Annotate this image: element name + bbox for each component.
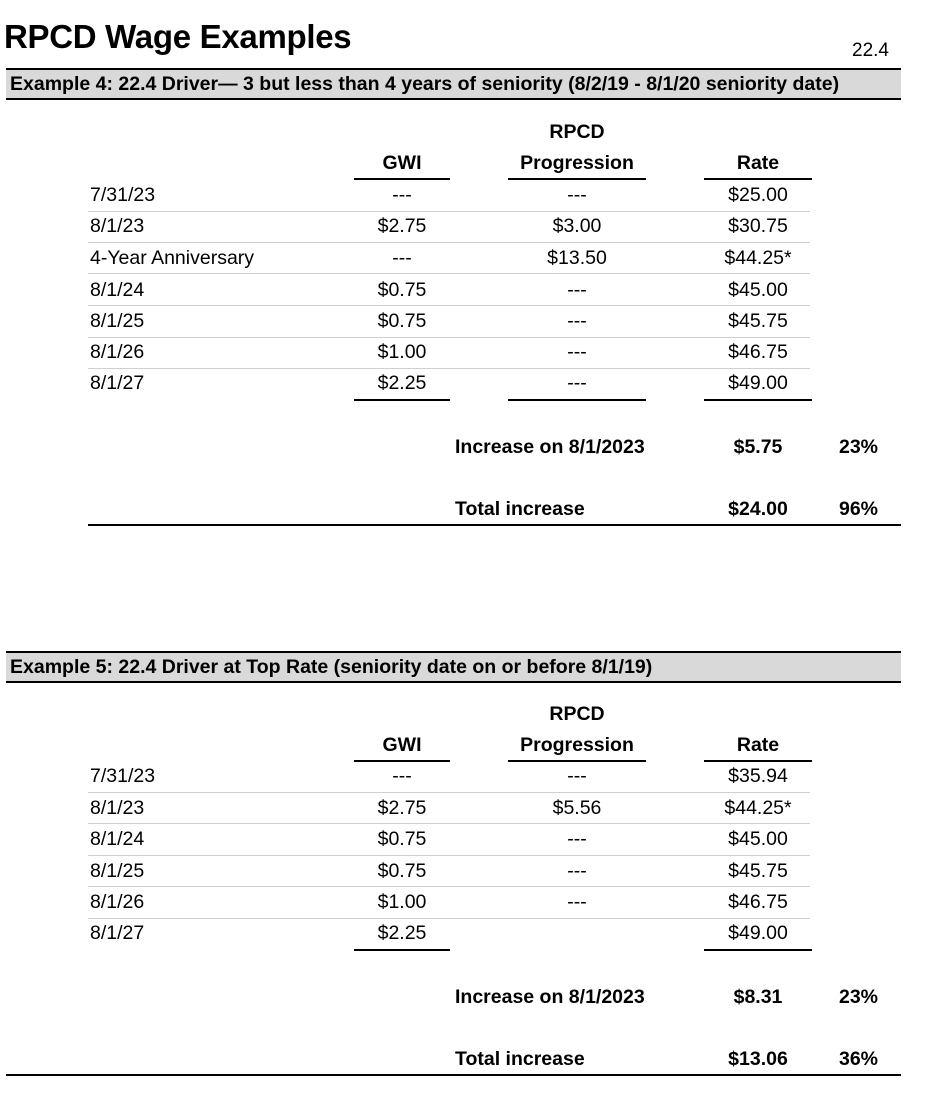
example-4-gwi-header: GWI [382,152,422,174]
example-4-row-6-rate: $46.75 [728,341,788,363]
example-4-row-2-gwi: $2.75 [377,215,427,237]
example-5-progression-header: Progression [520,734,634,756]
example-4-increase-amount: $5.75 [733,436,783,458]
example-4-row-1-progression: --- [567,184,587,206]
example-5-row-6-date: 8/1/27 [90,922,145,944]
example-4-row-7-gwi: $2.25 [377,372,427,394]
example-5-heading: Example 5: 22.4 Driver at Top Rate (seniority date on or before 8/1/19) [10,656,653,678]
example-4-row-5-date: 8/1/25 [90,310,145,332]
example-5-row-5-date: 8/1/26 [90,891,145,913]
example-4-row-7-rate: $49.00 [728,372,788,394]
example-5-row-3-date: 8/1/24 [90,828,145,850]
example-4-row-6-date: 8/1/26 [90,341,145,363]
example-4-row-3-date: 4-Year Anniversary [90,247,255,269]
example-5-row-4-rate: $45.75 [728,860,788,882]
example-4-row-5-rate: $45.75 [728,310,788,332]
example-5-rate-header: Rate [736,734,780,756]
example-4-row-5-gwi: $0.75 [377,310,427,332]
example-5-row-2-rate: $44.25* [724,797,792,819]
example-5-row-6-gwi: $2.25 [377,922,427,944]
example-4-row-1-rate: $25.00 [728,184,788,206]
example-5-row-6-progression [508,918,646,949]
example-5-increase-percent: 23% [838,986,878,1008]
example-4-increase-percent: 23% [838,436,878,458]
example-5-row-3-rate: $45.00 [728,828,788,850]
example-5-row-3-progression: --- [567,828,587,850]
example-4-row-3-rate: $44.25* [724,247,792,269]
example-5-row-5-rate: $46.75 [728,891,788,913]
example-4-heading: Example 4: 22.4 Driver— 3 but less than 4 years of seniority (8/2/19 - 8/1/20 seniority date) [10,73,840,95]
example-4-row-3-gwi: --- [392,247,412,269]
example-5-total-label: Total increase [455,1048,585,1070]
example-4-rate-header: Rate [736,152,780,174]
example-5-row-1-gwi: --- [392,765,412,787]
example-5-increase-label: Increase on 8/1/2023 [455,986,645,1008]
example-4-total-label: Total increase [455,498,585,520]
example-5-row-5-progression: --- [567,891,587,913]
example-5-increase-amount: $8.31 [733,986,783,1008]
page-title: RPCD Wage Examples [4,18,352,55]
example-4-row-1-gwi: --- [392,184,412,206]
example-5-row-4-progression: --- [567,860,587,882]
example-5-row-2-date: 8/1/23 [90,797,145,819]
example-5-gwi-total-rule [354,949,450,951]
classification-label: 22.4 [852,40,889,61]
example-4-row-7-progression: --- [567,372,587,394]
example-4-progression-header-top: RPCD [549,121,605,143]
example-4-rate-total-rule [704,399,812,401]
example-5-heading-bar [6,651,901,683]
example-4-row-4-rate: $45.00 [728,279,788,301]
example-5-row-1-progression: --- [567,765,587,787]
example-4-row-2-rate: $30.75 [728,215,788,237]
example-4-row-5-progression: --- [567,310,587,332]
example-4-bottom-rule [88,524,901,526]
example-4-row-6-progression: --- [567,341,587,363]
example-5-total-amount: $13.06 [728,1048,788,1070]
example-4-row-7-date: 8/1/27 [90,372,145,394]
example-4-row-2-progression: $3.00 [552,215,602,237]
example-4-row-1-date: 7/31/23 [90,184,156,206]
example-4-heading-bar [6,68,901,100]
example-5-bottom-rule [6,1074,901,1076]
example-5-row-5-gwi: $1.00 [377,891,427,913]
example-5-row-2-gwi: $2.75 [377,797,427,819]
example-4-gwi-total-rule [354,399,450,401]
example-4-row-6-gwi: $1.00 [377,341,427,363]
example-5-row-6-rate: $49.00 [728,922,788,944]
example-4-row-2-date: 8/1/23 [90,215,145,237]
example-5-row-4-date: 8/1/25 [90,860,145,882]
example-5-rate-total-rule [704,949,812,951]
example-4-progression-header: Progression [520,152,634,174]
example-4-row-4-progression: --- [567,279,587,301]
example-5-gwi-header: GWI [382,734,422,756]
example-4-row-3-progression: $13.50 [547,247,607,269]
example-5-row-4-gwi: $0.75 [377,860,427,882]
example-4-increase-label: Increase on 8/1/2023 [455,436,645,458]
example-5-total-percent: 36% [838,1048,878,1070]
example-4-progression-total-rule [508,399,646,401]
example-4-total-amount: $24.00 [728,498,788,520]
example-4-row-4-date: 8/1/24 [90,279,145,301]
example-4-row-4-gwi: $0.75 [377,279,427,301]
example-5-progression-header-top: RPCD [549,703,605,725]
example-5-row-1-rate: $35.94 [728,765,788,787]
example-4-total-percent: 96% [838,498,878,520]
example-5-row-2-progression: $5.56 [552,797,602,819]
example-5-row-1-date: 7/31/23 [90,765,156,787]
example-5-row-3-gwi: $0.75 [377,828,427,850]
